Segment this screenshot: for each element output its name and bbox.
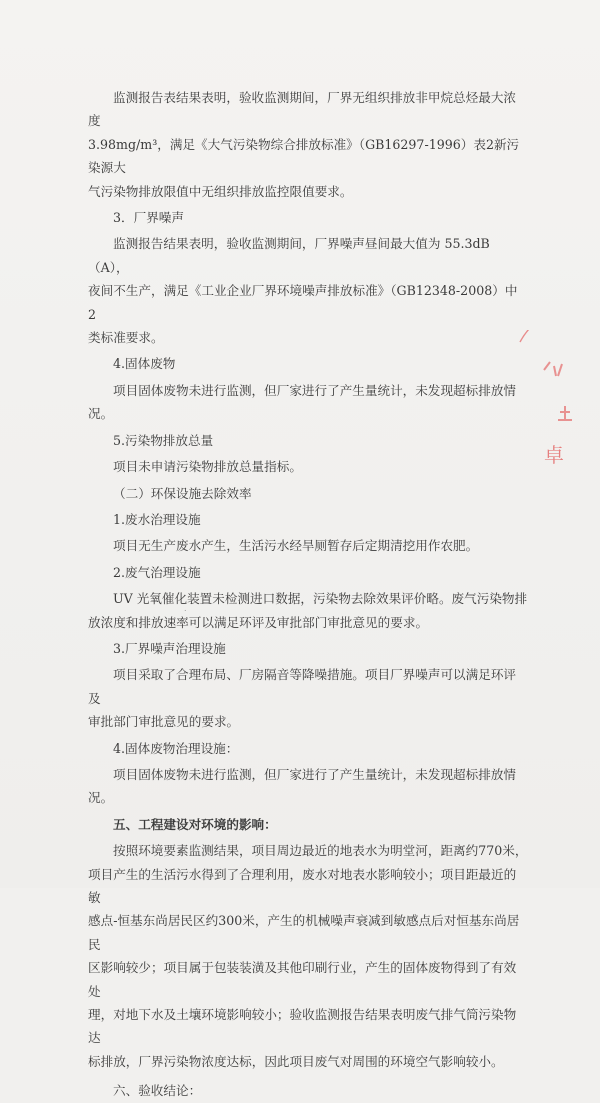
text-line: 六、验收结论： (113, 1083, 202, 1099)
text-line: 按照环境要素监测结果，项目周边最近的地表水为明堂河，距离约770米， (113, 843, 528, 859)
text-line: 监测报告表结果表明，验收监测期间，厂界无组织排放非甲烷总烃最大浓度 (88, 90, 516, 129)
text-line: 项目产生的生活污水得到了合理利用，废水对地表水影响较小；项目距最近的敏 (88, 866, 517, 905)
text-line: 4.固体废物 (113, 356, 176, 372)
text-line: 3.98mg/m³，满足《大气污染物综合排放标准》（GB16297-1996）表2新污染源大 (88, 136, 520, 176)
text-line: 项目未申请污染物排放总量指标。 (113, 459, 302, 475)
text-line: （二）环保设施去除效率 (113, 485, 252, 501)
text-line: 1.废水治理设施 (113, 511, 201, 527)
document-body (88, 86, 528, 1103)
text-line: 五、工程建设对环境的影响： (113, 816, 277, 832)
text-line: 5.污染物排放总量 (113, 432, 214, 448)
seal-character: 卓 (544, 443, 564, 467)
stray-mark: . (184, 604, 187, 613)
text-line: 放浓度和排放速率可以满足环评及审批部门审批意见的要求。 (88, 614, 429, 630)
text-line: 项目无生产废水产生，生活污水经旱厕暂存后定期清挖用作农肥。 (113, 538, 479, 554)
text-line: 感点-恒基东尚居民区约300米，产生的机械噪声衰减到敏感点后对恒基东尚居民 (88, 913, 520, 952)
text-line: 类标准要求。 (88, 330, 164, 346)
text-line: 标排放，厂界污染物浓度达标，因此项目废气对周围的环境空气影响较小。 (88, 1053, 504, 1069)
text-line: 4.固体废物治理设施： (113, 740, 239, 756)
text-line: 气污染物排放限值中无组织排放监控限值要求。 (88, 183, 353, 199)
text-line: 2.废气治理设施 (113, 564, 201, 580)
text-line: 理，对地下水及土壤环境影响较小；验收监测报告结果表明废气排气筒污染物达 (88, 1007, 517, 1046)
text-line: 区影响较少；项目属于包装装潢及其他印刷行业，产生的固体废物得到了有效处 (88, 960, 517, 999)
text-line: 项目采取了合理布局、厂房隔音等降噪措施。项目厂界噪声可以满足环评及 (88, 667, 516, 706)
text-line: 3.厂界噪声治理设施 (113, 640, 226, 656)
text-line: 项目固体废物未进行监测，但厂家进行了产生量统计，未发现超标排放情况。 (88, 766, 516, 806)
text-line: UV 光氧催化装置未检测进口数据，污染物去除效果评价略。废气污染物排 (113, 591, 528, 607)
text-line: 监测报告结果表明，验收监测期间，厂界噪声昼间最大值为 55.3dB（A）， (88, 236, 490, 275)
text-line: 3．厂界噪声 (113, 210, 184, 226)
red-seal-fragment (510, 330, 600, 480)
text-line: 审批部门审批意见的要求。 (88, 714, 240, 730)
text-line: 项目固体废物未进行监测，但厂家进行了产生量统计，未发现超标排放情况。 (88, 382, 516, 422)
text-line: 夜间不生产，满足《工业企业厂界环境噪声排放标准》（GB12348-2008）中 2 (88, 283, 518, 322)
